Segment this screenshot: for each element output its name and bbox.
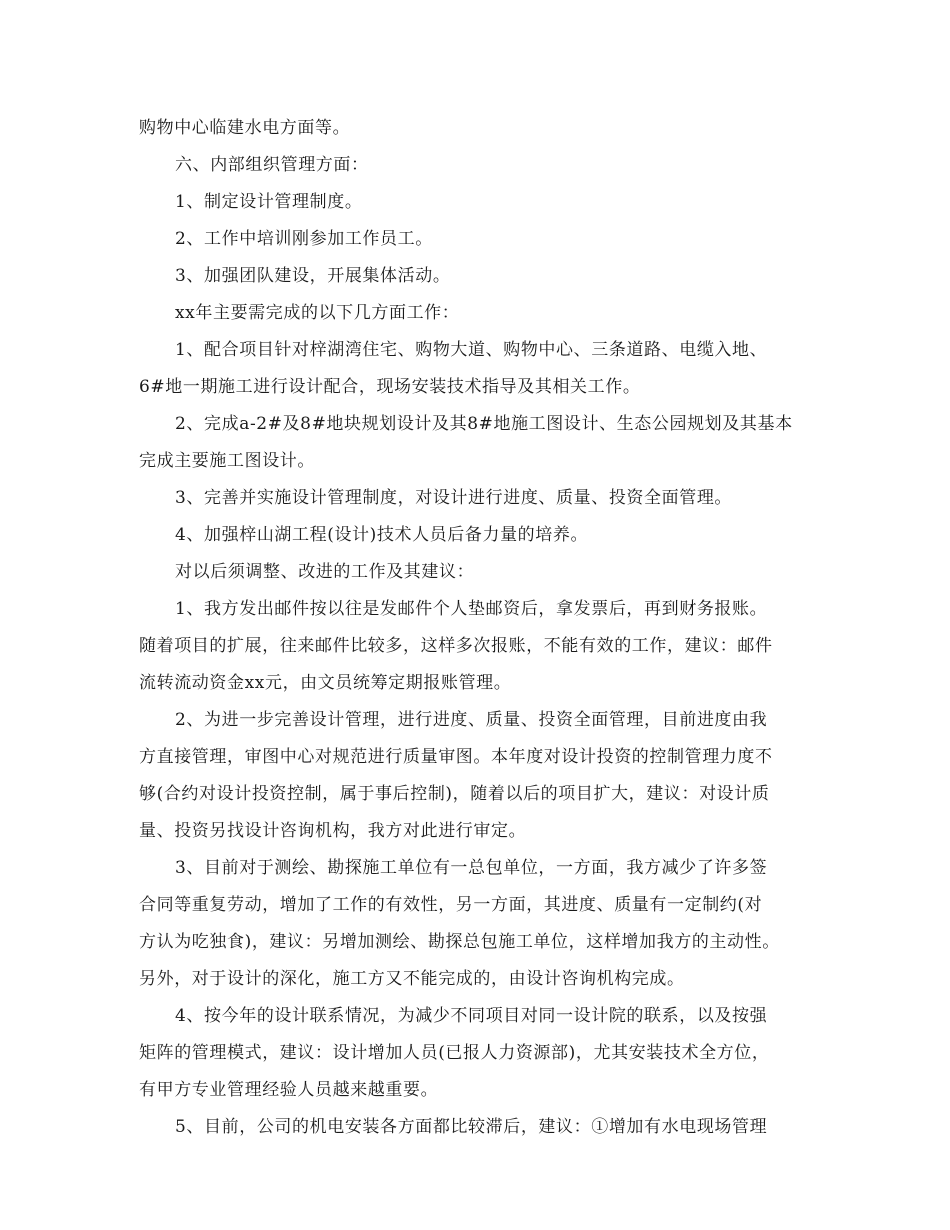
text-line: 4、加强梓山湖工程(设计)技术人员后备力量的培养。 xyxy=(175,525,589,545)
section-heading: 对以后须调整、改进的工作及其建议： xyxy=(175,562,475,582)
section-heading: xx年主要需完成的以下几方面工作： xyxy=(175,303,460,323)
text-line: 1、我方发出邮件按以往是发邮件个人垫邮资后，拿发票后，再到财务报账。 xyxy=(175,599,768,619)
section-heading: 六、内部组织管理方面： xyxy=(175,155,369,175)
text-line: 4、按今年的设计联系情况，为减少不同项目对同一设计院的联系，以及按强 xyxy=(175,1006,768,1026)
text-line: 1、配合项目针对梓湖湾住宅、购物大道、购物中心、三条道路、电缆入地、 xyxy=(175,340,768,360)
text-line: 2、完成a-2#及8#地块规划设计及其8#地施工图设计、生态公园规划及其基本 xyxy=(175,414,793,434)
text-line: 2、工作中培训刚参加工作员工。 xyxy=(175,229,433,249)
text-line: 另外，对于设计的深化，施工方又不能完成的，由设计咨询机构完成。 xyxy=(139,969,685,989)
text-line: 合同等重复劳动，增加了工作的有效性，另一方面，其进度、质量有一定制约(对 xyxy=(139,895,763,915)
text-line: 3、加强团队建设，开展集体活动。 xyxy=(175,266,451,286)
text-line: 矩阵的管理模式，建议：设计增加人员(已报人力资源部)，尤其安装技术全方位， xyxy=(139,1043,770,1063)
text-line: 1、制定设计管理制度。 xyxy=(175,192,363,212)
text-line: 5、目前，公司的机电安装各方面都比较滞后，建议：①增加有水电现场管理 xyxy=(175,1117,768,1137)
text-line: 有甲方专业管理经验人员越来越重要。 xyxy=(139,1080,439,1100)
text-line: 购物中心临建水电方面等。 xyxy=(139,118,351,138)
text-line: 3、完善并实施设计管理制度，对设计进行进度、质量、投资全面管理。 xyxy=(175,488,733,508)
text-line: 方直接管理，审图中心对规范进行质量审图。本年度对设计投资的控制管理力度不 xyxy=(139,747,773,767)
text-line: 随着项目的扩展，往来邮件比较多，这样多次报账，不能有效的工作，建议：邮件 xyxy=(139,636,773,656)
text-line: 2、为进一步完善设计管理，进行进度、质量、投资全面管理，目前进度由我 xyxy=(175,710,768,730)
text-line: 量、投资另找设计咨询机构，我方对此进行审定。 xyxy=(139,821,527,841)
text-line: 方认为吃独食)，建议：另增加测绘、勘探总包施工单位，这样增加我方的主动性。 xyxy=(139,932,780,952)
text-line: 3、目前对于测绘、勘探施工单位有一总包单位，一方面，我方减少了许多签 xyxy=(175,858,768,878)
text-line: 6#地一期施工进行设计配合，现场安装技术指导及其相关工作。 xyxy=(139,377,641,397)
text-line: 流转流动资金xx元，由文员统筹定期报账管理。 xyxy=(139,673,512,693)
text-line: 完成主要施工图设计。 xyxy=(139,451,315,471)
text-line: 够(合约对设计投资控制，属于事后控制)，随着以后的项目扩大，建议：对设计质 xyxy=(139,784,770,804)
